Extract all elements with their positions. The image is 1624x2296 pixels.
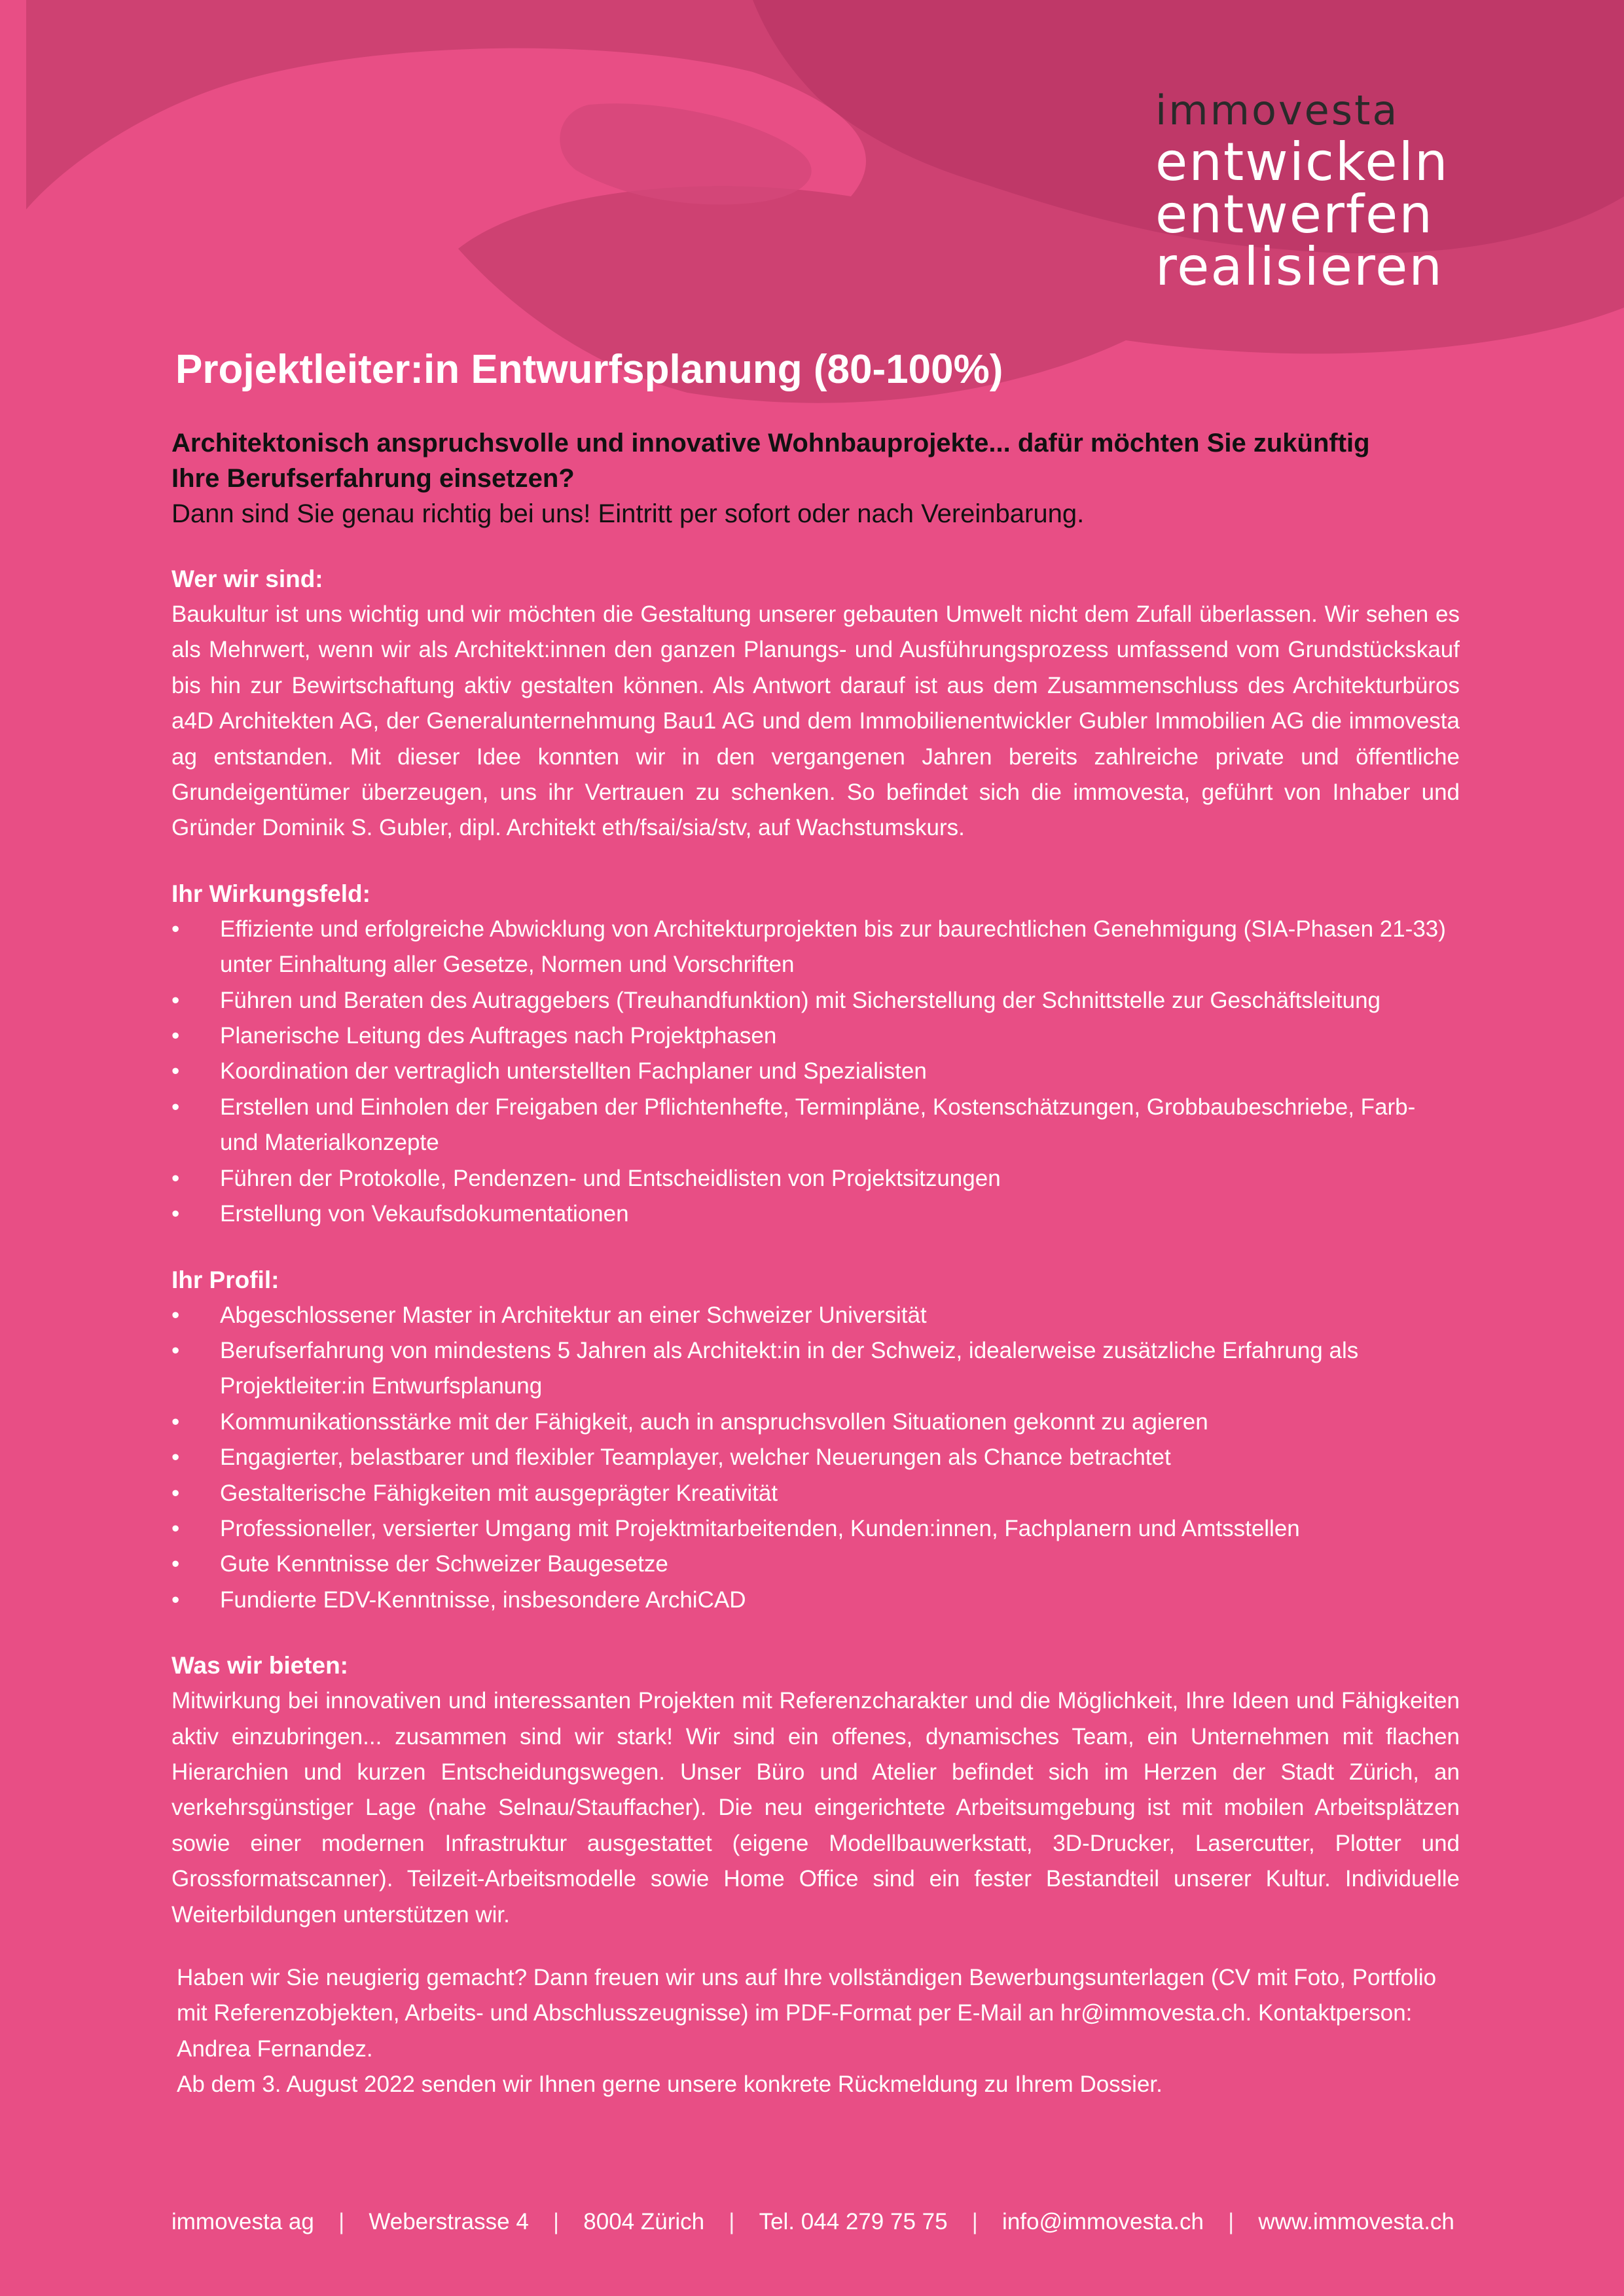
bullet-icon: • [171,1515,180,1541]
footer-separator: | [338,2209,345,2234]
footer-separator: | [552,2209,560,2234]
footer-street: Weberstrasse 4 [369,2209,529,2234]
list-item: • Abgeschlossener Master in Architektur an einer Schweizer Universität [171,1298,1460,1333]
list-item: • Führen und Beraten des Autraggebers (Treuhandfunktion) mit Sicherstellung der Schnittstelle zur Geschäftsleitung [171,983,1460,1018]
wer-wir-sind-text: Baukultur ist uns wichtig und wir möchten die Gestaltung unserer gebauten Umwelt nicht dem Zufall überlassen. Wir sehen es als Mehrwert, wenn wir als Architekt:innen den ganzen Planungs- und Ausführungsprozess umfassend vom Grundstückskauf bis hin zur Bewirtschaftung aktiv gestalten können. Als Antwort darauf ist aus dem Zusammenschluss des Architekturbüros a4D Architekten AG, der Generalunternehmung Bau1 AG und dem Immobilienentwickler Gubler Immobilien AG die immovesta ag entstanden. Mit dieser Idee konnten wir in den vergangenen Jahren bereits zahlreiche private und öffentliche Grundeigentümer überzeugen, uns ihr Vertrauen zu schenken. So befindet sich die immovesta, geführt von Inhaber und Gründer Dominik S. Gubler, dipl. Architekt eth/fsai/sia/stv, auf Wachstumskurs. [171,601,1460,841]
list-item: • Fundierte EDV-Kenntnisse, insbesondere ArchiCAD [171,1583,1460,1618]
list-item: • Professioneller, versierter Umgang mit Projektmitarbeitenden, Kunden:innen, Fachplanern und Amtsstellen [171,1511,1460,1547]
closing-text: Haben wir Sie neugierig gemacht? Dann freuen wir uns auf Ihre vollständigen Bewerbungsunterlagen (CV mit Foto, Portfolio mit Referenzobjekten, Arbeits- und Abschlusszeugnisse) im PDF-Format per E-Mail an hr@immovesta.ch. Kontaktperson: Andrea Fernandez. [177,1965,1437,2062]
bullet-icon: • [171,1023,180,1049]
footer-separator: | [1228,2209,1235,2234]
bullet-icon: • [171,916,180,942]
bullet-icon: • [171,1165,180,1191]
job-title: Projektleiter:in Entwurfsplanung (80-100%) [175,347,1003,392]
intro-headline [171,425,1460,496]
section-heading-wer-wir-sind: Wer wir sind: [171,565,323,592]
section-profil [171,1263,1460,1619]
footer-website-link[interactable]: www.immovesta.ch [1258,2209,1454,2234]
intro-headline-line-2: Ihre Berufserfahrung einsetzen? [171,464,575,493]
list-item: • Gestalterische Fähigkeiten mit ausgeprägter Kreativität [171,1476,1460,1511]
footer-city: 8004 Zürich [583,2209,705,2234]
footer-phone[interactable]: Tel. 044 279 75 75 [759,2209,948,2234]
section-wirkungsfeld [171,876,1460,1232]
job-ad-content [171,340,1460,2103]
list-item: • Effiziente und erfolgreiche Abwicklung von Architekturprojekten bis zur baurechtlichen Genehmigung (SIA-Phasen 21-33) unter Einhaltung aller Gesetze, Normen und Vorschriften [171,912,1460,983]
wirkungsfeld-list [171,912,1460,1232]
footer-email-link[interactable]: info@immovesta.ch [1002,2209,1204,2234]
logo-tagline-2: entwerfen [1155,184,1434,245]
bullet-icon: • [171,987,180,1013]
logo-tagline-1: entwickeln [1155,132,1449,192]
bullet-icon: • [171,1058,180,1085]
logo-tagline-3: realisieren [1155,236,1444,297]
intro-text: Dann sind Sie genau richtig bei uns! Eintritt per sofort oder nach Vereinbarung. [171,499,1085,528]
list-item: • Planerische Leitung des Auftrages nach Projektphasen [171,1018,1460,1054]
list-item: • Berufserfahrung von mindestens 5 Jahren als Architekt:in in der Schweiz, idealerweise zusätzliche Erfahrung als Projektleiter:in Entwurfsplanung [171,1333,1460,1405]
section-wer-wir-sind [171,562,1460,846]
bullet-icon: • [171,1480,180,1506]
footer-separator: | [729,2209,735,2234]
bullet-icon: • [171,1302,180,1328]
company-logo [1155,86,1449,297]
section-was-wir-bieten [171,1648,1460,1933]
profil-list [171,1298,1460,1619]
footer-separator: | [971,2209,978,2234]
section-heading-profil: Ihr Profil: [171,1266,280,1293]
bullet-icon: • [171,1094,180,1120]
closing-block [171,1960,1460,2103]
bullet-icon: • [171,1337,180,1363]
list-item: • Koordination der vertraglich unterstellten Fachplaner und Spezialisten [171,1054,1460,1089]
list-item: • Gute Kenntnisse der Schweizer Baugesetze [171,1547,1460,1582]
list-item: • Erstellung von Vekaufsdokumentationen [171,1196,1460,1232]
footer-company: immovesta ag [171,2209,314,2234]
list-item: • Erstellen und Einholen der Freigaben der Pflichtenhefte, Terminpläne, Kostenschätzungen, Grobbaubeschriebe, Farb- und Materialkonzepte [171,1090,1460,1161]
section-heading-wirkungsfeld: Ihr Wirkungsfeld: [171,880,370,907]
was-wir-bieten-text: Mitwirkung bei innovativen und interessanten Projekten mit Referenzcharakter und die Möglichkeit, Ihre Ideen und Fähigkeiten aktiv einzubringen... zusammen sind wir stark! Wir sind ein offenes, dynamisches Team, ein Unternehmen mit flachen Hierarchien und kurzen Entscheidungswegen. Unser Büro und Atelier befindet sich im Herzen der Stadt Zürich, an verkehrsgünstiger Lage (nahe Selnau/Stauffacher). Die neu eingerichtete Arbeitsumgebung ist mit mobilen Arbeitsplätzen sowie einer modernen Infrastruktur ausgestattet (eigene Modellbauwerkstatt, 3D-Drucker, Lasercutter, Plotter und Grossformatscanner). Teilzeit-Arbeitsmodelle sowie Home Office sind ein fester Bestandteil unserer Kultur. Individuelle Weiterbildungen unterstützen wir. [171,1688,1460,1928]
bullet-icon: • [171,1587,180,1613]
brush-stroke-highlight [560,103,811,204]
closing-date-line: Ab dem 3. August 2022 senden wir Ihnen gerne unsere konkrete Rückmeldung zu Ihrem Dossier. [177,2072,1163,2098]
list-item: • Kommunikationsstärke mit der Fähigkeit, auch in anspruchsvollen Situationen gekonnt zu agieren [171,1405,1460,1440]
footer-contact [171,2206,1454,2238]
bullet-icon: • [171,1444,180,1471]
bullet-icon: • [171,1201,180,1227]
bullet-icon: • [171,1551,180,1577]
list-item: • Engagierter, belastbarer und flexibler Teamplayer, welcher Neuerungen als Chance betrachtet [171,1440,1460,1475]
section-heading-was-wir-bieten: Was wir bieten: [171,1652,349,1679]
bullet-icon: • [171,1408,180,1435]
logo-brand-name: immovesta [1155,86,1399,134]
list-item: • Führen der Protokolle, Pendenzen- und Entscheidlisten von Projektsitzungen [171,1161,1460,1196]
intro-headline-line-1: Architektonisch anspruchsvolle und innovative Wohnbauprojekte... dafür möchten Sie zukünftig [171,429,1370,457]
